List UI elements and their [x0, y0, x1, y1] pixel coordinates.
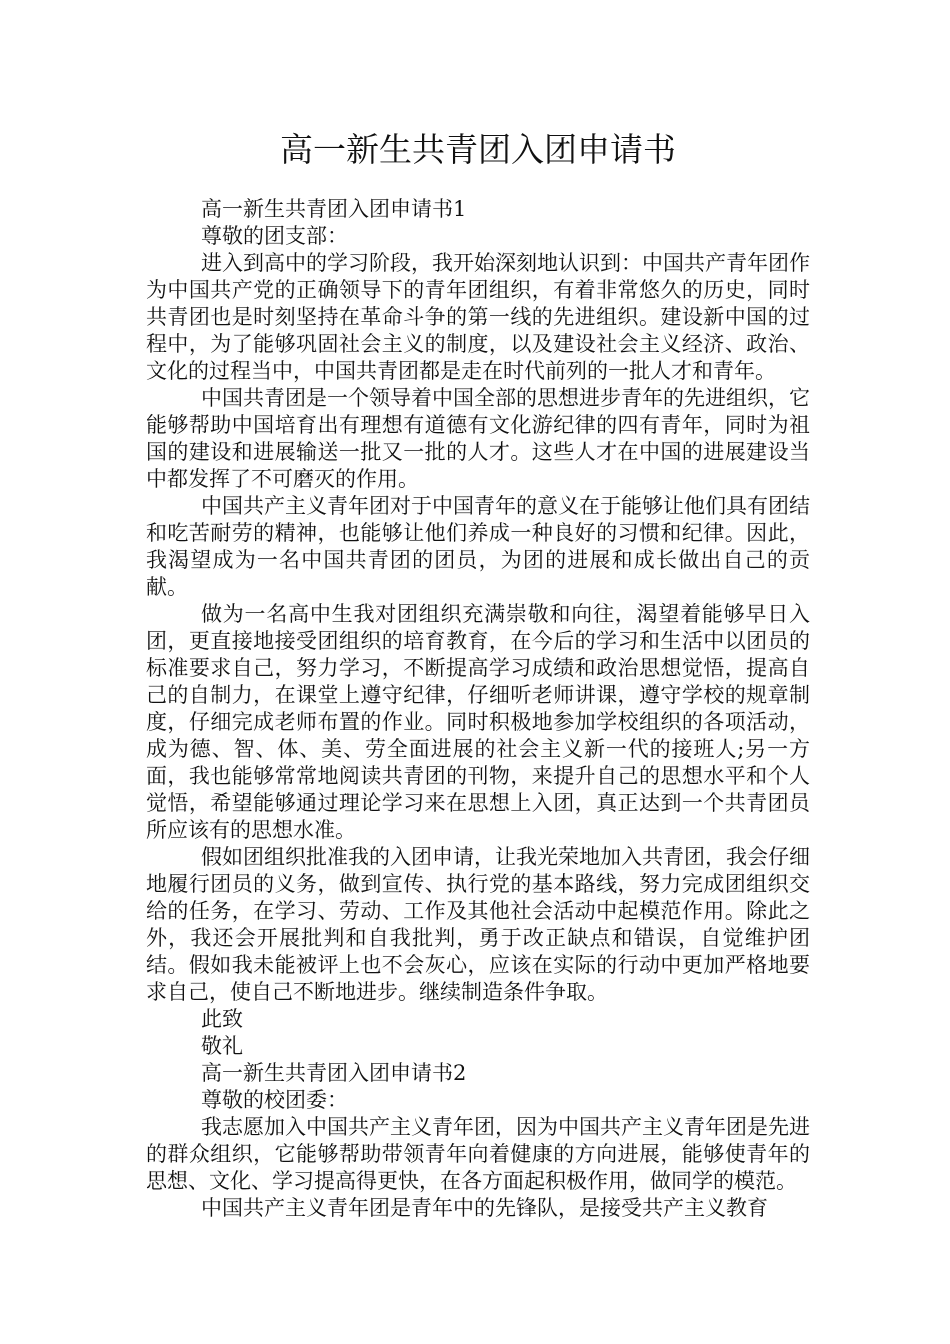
section-heading-2: 高一新生共青团入团申请书2 [201, 1061, 467, 1085]
document-title: 高一新生共青团入团申请书 [280, 130, 676, 169]
paragraph: 假如团组织批准我的入团申请，让我光荣地加入共青团，我会仔细地履行团员的义务，做到宣传、执行党的基本路线，努力完成团组织交给的任务，在学习、劳动、工作及其他社会活动中起模范作用。除此之外，我还会开展批判和自我批判，勇于改正缺点和错误，自觉维护团结。假如我未能被评上也不会灰心，应该在实际的行动中更加严格地要求自己，使自己不断地进步。继续制造条件争取。 [146, 845, 810, 1004]
paragraph: 进入到高中的学习阶段，我开始深刻地认识到：中国共产青年团作为中国共产党的正确领导下的青年团组织，有着非常悠久的历史，同时共青团也是时刻坚持在革命斗争的第一线的先进组织。建设新中国的过程中，为了能够巩固社会主义的制度，以及建设社会主义经济、政治、文化的过程当中，中国共青团都是走在时代前列的一批人才和青年。 [146, 251, 810, 383]
paragraph: 我志愿加入中国共产主义青年团，因为中国共产主义青年团是先进的群众组织，它能够帮助带领青年向着健康的方向进展，能够使青年的思想、文化、学习提高得更快，在各方面起积极作用，做同学的模范。 [146, 1115, 810, 1193]
closing-line: 此致 [201, 1007, 243, 1031]
salutation-1: 尊敬的团支部： [201, 224, 348, 248]
paragraph: 中国共产主义青年团是青年中的先锋队，是接受共产主义教育 [201, 1196, 768, 1220]
section-heading-1: 高一新生共青团入团申请书1 [201, 197, 467, 221]
document-body [146, 196, 810, 1222]
closing-line: 敬礼 [201, 1034, 243, 1058]
paragraph: 中国共青团是一个领导着中国全部的思想进步青年的先进组织，它能够帮助中国培育出有理想有道德有文化游纪律的四有青年，同时为祖国的建设和进展输送一批又一批的人才。这些人才在中国的进展建设当中都发挥了不可磨灭的作用。 [146, 386, 810, 491]
paragraph: 中国共产主义青年团对于中国青年的意义在于能够让他们具有团结和吃苦耐劳的精神，也能够让他们养成一种良好的习惯和纪律。因此，我渴望成为一名中国共青团的团员，为团的进展和成长做出自己的贡献。 [146, 494, 810, 599]
salutation-2: 尊敬的校团委： [201, 1088, 348, 1112]
paragraph: 做为一名高中生我对团组织充满崇敬和向往，渴望着能够早日入团，更直接地接受团组织的培育教育，在今后的学习和生活中以团员的标准要求自己，努力学习，不断提高学习成绩和政治思想觉悟，提高自己的自制力，在课堂上遵守纪律，仔细听老师讲课，遵守学校的规章制度，仔细完成老师布置的作业。同时积极地参加学校组织的各项活动，成为德、智、体、美、劳全面进展的社会主义新一代的接班人;另一方面，我也能够常常地阅读共青团的刊物，来提升自己的思想水平和个人觉悟，希望能够通过理论学习来在思想上入团，真正达到一个共青团员所应该有的思想水准。 [146, 602, 810, 842]
